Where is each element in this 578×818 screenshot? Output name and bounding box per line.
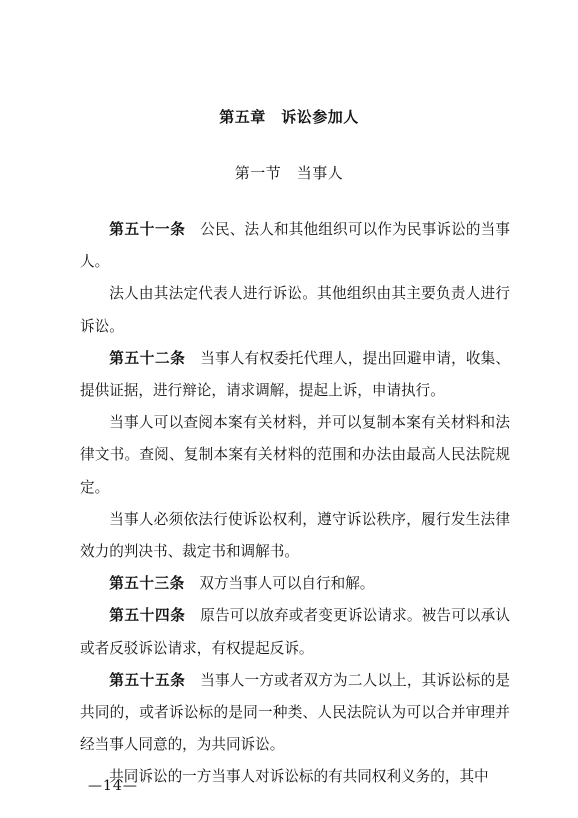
page-number: —14— — [88, 778, 138, 794]
article-label: 第五十二条 — [109, 349, 186, 367]
paragraph — [80, 504, 510, 568]
paragraph-article-55 — [80, 665, 510, 762]
article-label: 第五十四条 — [109, 607, 186, 625]
paragraph-text: 当事人一方或者双方为二人以上，其诉讼标的是共同的，或者诉讼标的是同一种类、人民法院认为可以合并审理并经当事人同意的，为共同诉讼。 — [80, 671, 510, 754]
paragraph — [80, 278, 510, 342]
article-label: 第五十三条 — [109, 575, 185, 593]
paragraph-text: 当事人可以查阅本案有关材料，并可以复制本案有关材料和法律文书。查阅、复制本案有关材料的范围和办法由最高人民法院规定。 — [80, 414, 510, 496]
chapter-title: 第五章 诉讼参加人 — [219, 108, 359, 126]
paragraph-article-53 — [80, 568, 510, 600]
body-text — [80, 214, 510, 794]
paragraph — [80, 407, 510, 504]
paragraph-text: 当事人有权委托代理人，提出回避申请，收集、提供证据，进行辩论，请求调解，提起上诉，申请执行。 — [80, 349, 510, 400]
paragraph-text: 原告可以放弃或者变更诉讼请求。被告可以承认或者反驳诉讼请求，有权提起反诉。 — [80, 607, 510, 657]
paragraph-text: 当事人必须依法行使诉讼权利，遵守诉讼秩序，履行发生法律效力的判决书、裁定书和调解书。 — [80, 510, 510, 561]
paragraph-text: 法人由其法定代表人进行诉讼。其他组织由其主要负责人进行诉讼。 — [80, 285, 510, 335]
paragraph-text: 共同诉讼的一方当事人对诉讼标的有共同权利义务的，其中 — [109, 768, 489, 786]
article-label: 第五十一条 — [109, 221, 186, 238]
paragraph — [80, 761, 510, 793]
section-title: 第一节 当事人 — [234, 164, 344, 182]
article-label: 第五十五条 — [109, 671, 186, 689]
paragraph-article-54 — [80, 600, 510, 664]
paragraph-text: 公民、法人和其他组织可以作为民事诉讼的当事人。 — [80, 221, 510, 271]
paragraph-article-52 — [80, 343, 510, 407]
paragraph-text: 双方当事人可以自行和解。 — [184, 575, 375, 593]
paragraph-article-51 — [80, 214, 510, 278]
